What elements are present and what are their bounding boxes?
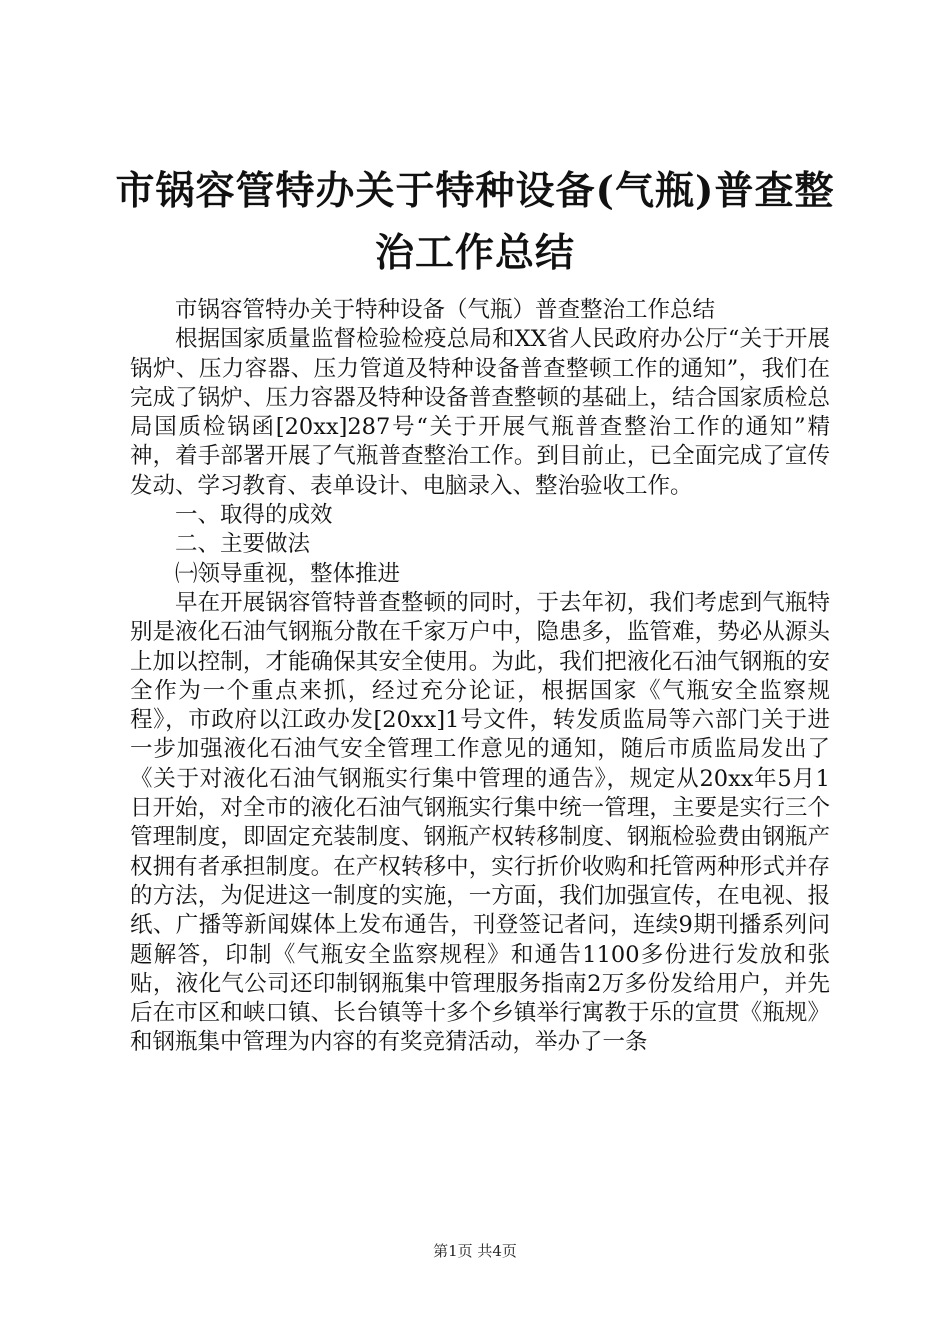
section-heading: 一、取得的成效 bbox=[175, 502, 333, 529]
subsection-heading: ㈠领导重视，整体推进 bbox=[175, 560, 401, 587]
page-footer: 第1页 共4页 bbox=[433, 1242, 517, 1260]
document-title: 市锅容管特办关于特种设备(气瓶)普查整治工作总结 bbox=[115, 168, 835, 276]
body-paragraph: 早在开展锅容管特普查整顿的同时，于去年初，我们考虑到气瓶特别是液化石油气钢瓶分散在千家万户中，隐患多，监管难，势必从源头上加以控制，才能确保其安全使用。为此，我们把液化石油气钢瓶的安全作为一个重点来抓，经过充分论证，根据国家《气瓶安全监察规程》，市政府以江政办发[20xx]1号文件，转发质监局等六部门关于进一步加强液化石油气安全管理工作意见的通知，随后市质监局发出了《关于对液化石油气钢瓶实行集中管理的通告》，规定从20xx年5月1日开始，对全市的液化石油气钢瓶实行集中统一管理，主要是实行三个管理制度，即固定充装制度、钢瓶产权转移制度、钢瓶检验费由钢瓶产权拥有者承担制度。在产权转移中，实行折价收购和托管两种形式并存的方法，为促进这一制度的实施，一方面，我们加强宣传，在电视、报纸、广播等新闻媒体上发布通告，刊登签记者问，连续9期刊播系列问题解答，印制《气瓶安全监察规程》和通告1100多份进行发放和张贴，液化气公司还印制钢瓶集中管理服务指南2万多份发给用户，并先后在市区和峡口镇、长台镇等十多个乡镇举行寓教于乐的宣贯《瓶规》和钢瓶集中管理为内容的有奖竞猜活动，举办了一条 bbox=[130, 589, 830, 1056]
section-heading: 二、主要做法 bbox=[175, 531, 311, 558]
body-paragraph: 市锅容管特办关于特种设备（气瓶）普查整治工作总结 bbox=[175, 297, 716, 323]
body-paragraph: 根据国家质量监督检验检疫总局和XX省人民政府办公厅“关于开展锅炉、压力容器、压力管道及特种设备普查整顿工作的通知”，我们在完成了锅炉、压力容器及特种设备普查整顿的基础上，结合国家质检总局国质检锅函[20xx]287号“关于开展气瓶普查整治工作的通知”精神，着手部署开展了气瓶普查整治工作。到目前止，已全面完成了宣传发动、学习教育、表单设计、电脑录入、整治验收工作。 bbox=[130, 326, 830, 499]
document-body bbox=[130, 296, 830, 1058]
